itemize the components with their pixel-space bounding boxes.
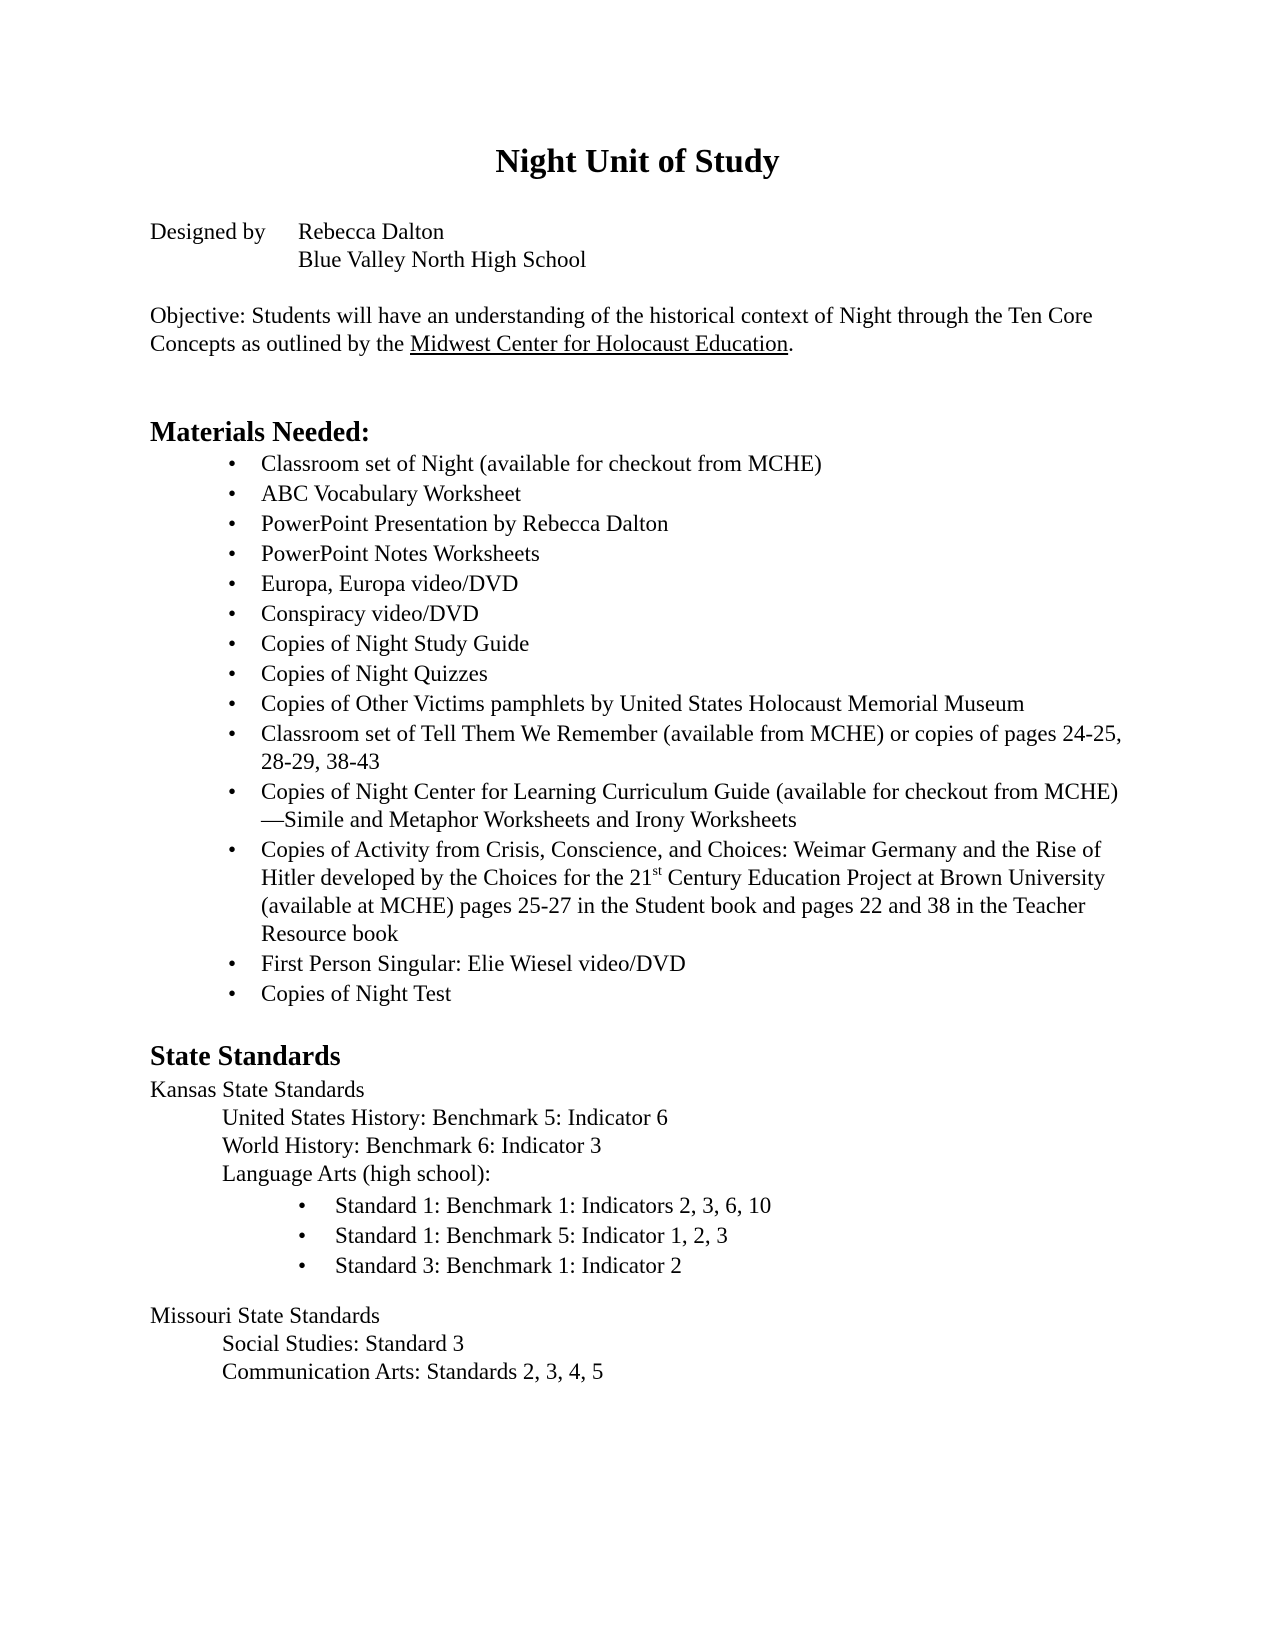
bullet-icon: • bbox=[298, 1253, 307, 1278]
list-item bbox=[290, 1222, 990, 1250]
list-item-text bbox=[261, 837, 1105, 946]
list-item bbox=[290, 1252, 990, 1280]
list-item-text: Standard 3: Benchmark 1: Indicator 2 bbox=[335, 1253, 682, 1278]
school-name: Blue Valley North High School bbox=[298, 247, 587, 272]
list-item bbox=[210, 950, 1130, 978]
list-item-text: Copies of Night Study Guide bbox=[261, 631, 530, 656]
bullet-icon: • bbox=[228, 779, 237, 804]
list-item bbox=[210, 836, 1130, 948]
bullet-icon: • bbox=[228, 837, 237, 862]
objective-text: Objective: Students will have an understanding of the historical context of Night through the Ten Core Concepts as outlined by the bbox=[150, 303, 1093, 356]
language-arts-list bbox=[290, 1192, 990, 1282]
choices-text-end: Century Education Project at Brown University (available at MCHE) pages 25-27 in the Student book and pages 22 and 38 in the Teacher Resource book bbox=[261, 865, 1106, 946]
list-item-text: PowerPoint Presentation by Rebecca Dalton bbox=[261, 511, 669, 536]
kansas-standards-title: Kansas State Standards bbox=[150, 1077, 365, 1102]
ordinal-suffix: st bbox=[652, 864, 662, 879]
bullet-icon: • bbox=[228, 481, 237, 506]
list-item-text: Copies of Night Test bbox=[261, 981, 452, 1006]
list-item-text: PowerPoint Notes Worksheets bbox=[261, 541, 540, 566]
list-item bbox=[210, 540, 1130, 568]
objective-end: . bbox=[788, 331, 794, 356]
list-item-text: Standard 1: Benchmark 5: Indicator 1, 2, 3 bbox=[335, 1223, 728, 1248]
list-item bbox=[210, 630, 1130, 658]
bullet-icon: • bbox=[228, 451, 237, 476]
list-item-text: First Person Singular: Elie Wiesel video/DVD bbox=[261, 951, 686, 976]
social-studies-standard: Social Studies: Standard 3 bbox=[222, 1331, 465, 1356]
list-item-text: Classroom set of Night (available for checkout from MCHE) bbox=[261, 451, 822, 476]
list-item bbox=[210, 720, 1130, 776]
bullet-icon: • bbox=[298, 1223, 307, 1248]
objective-paragraph bbox=[150, 302, 1130, 358]
list-item bbox=[210, 778, 1130, 834]
list-item-text: Classroom set of Tell Them We Remember (available from MCHE) or copies of pages 24-25, 28-29, 38-43 bbox=[261, 721, 1122, 774]
list-item bbox=[210, 570, 1130, 598]
list-item-text: ABC Vocabulary Worksheet bbox=[261, 481, 522, 506]
list-item bbox=[290, 1192, 990, 1220]
bullet-icon: • bbox=[228, 541, 237, 566]
list-item bbox=[210, 980, 1130, 1008]
list-item-text: Copies of Other Victims pamphlets by United States Holocaust Memorial Museum bbox=[261, 691, 1025, 716]
world-history-standard: World History: Benchmark 6: Indicator 3 bbox=[222, 1133, 602, 1158]
standards-heading: State Standards bbox=[150, 1041, 341, 1072]
materials-heading: Materials Needed: bbox=[150, 417, 371, 448]
mche-link[interactable]: Midwest Center for Holocaust Education bbox=[410, 331, 789, 356]
bullet-icon: • bbox=[228, 631, 237, 656]
bullet-icon: • bbox=[228, 691, 237, 716]
list-item bbox=[210, 450, 1130, 478]
list-item-text: Copies of Night Center for Learning Curriculum Guide (available for checkout from MCHE)—Simile and Metaphor Worksheets and Irony Worksheets bbox=[261, 779, 1119, 832]
list-item bbox=[210, 480, 1130, 508]
bullet-icon: • bbox=[228, 981, 237, 1006]
bullet-icon: • bbox=[298, 1193, 307, 1218]
bullet-icon: • bbox=[228, 571, 237, 596]
page-title: Night Unit of Study bbox=[495, 143, 780, 180]
missouri-standards-title: Missouri State Standards bbox=[150, 1303, 380, 1328]
bullet-icon: • bbox=[228, 661, 237, 686]
list-item bbox=[210, 510, 1130, 538]
list-item bbox=[210, 600, 1130, 628]
list-item-text: Standard 1: Benchmark 1: Indicators 2, 3, 6, 10 bbox=[335, 1193, 772, 1218]
list-item-text: Copies of Night Quizzes bbox=[261, 661, 488, 686]
language-arts-standard: Language Arts (high school): bbox=[222, 1161, 491, 1186]
communication-arts-standard: Communication Arts: Standards 2, 3, 4, 5 bbox=[222, 1359, 604, 1384]
choices-text-start: Copies of Activity from Crisis, Conscience, and Choices: Weimar Germany and the Rise of Hitler developed by the Choices for the 21 bbox=[261, 837, 1102, 890]
byline-label: Designed by bbox=[150, 219, 266, 244]
bullet-icon: • bbox=[228, 511, 237, 536]
bullet-icon: • bbox=[228, 951, 237, 976]
us-history-standard: United States History: Benchmark 5: Indicator 6 bbox=[222, 1105, 668, 1130]
author-name: Rebecca Dalton bbox=[298, 219, 445, 244]
list-item-text: Europa, Europa video/DVD bbox=[261, 571, 519, 596]
bullet-icon: • bbox=[228, 721, 237, 746]
list-item bbox=[210, 690, 1130, 718]
materials-list bbox=[210, 450, 1130, 1010]
list-item bbox=[210, 660, 1130, 688]
list-item-text: Conspiracy video/DVD bbox=[261, 601, 479, 626]
bullet-icon: • bbox=[228, 601, 237, 626]
